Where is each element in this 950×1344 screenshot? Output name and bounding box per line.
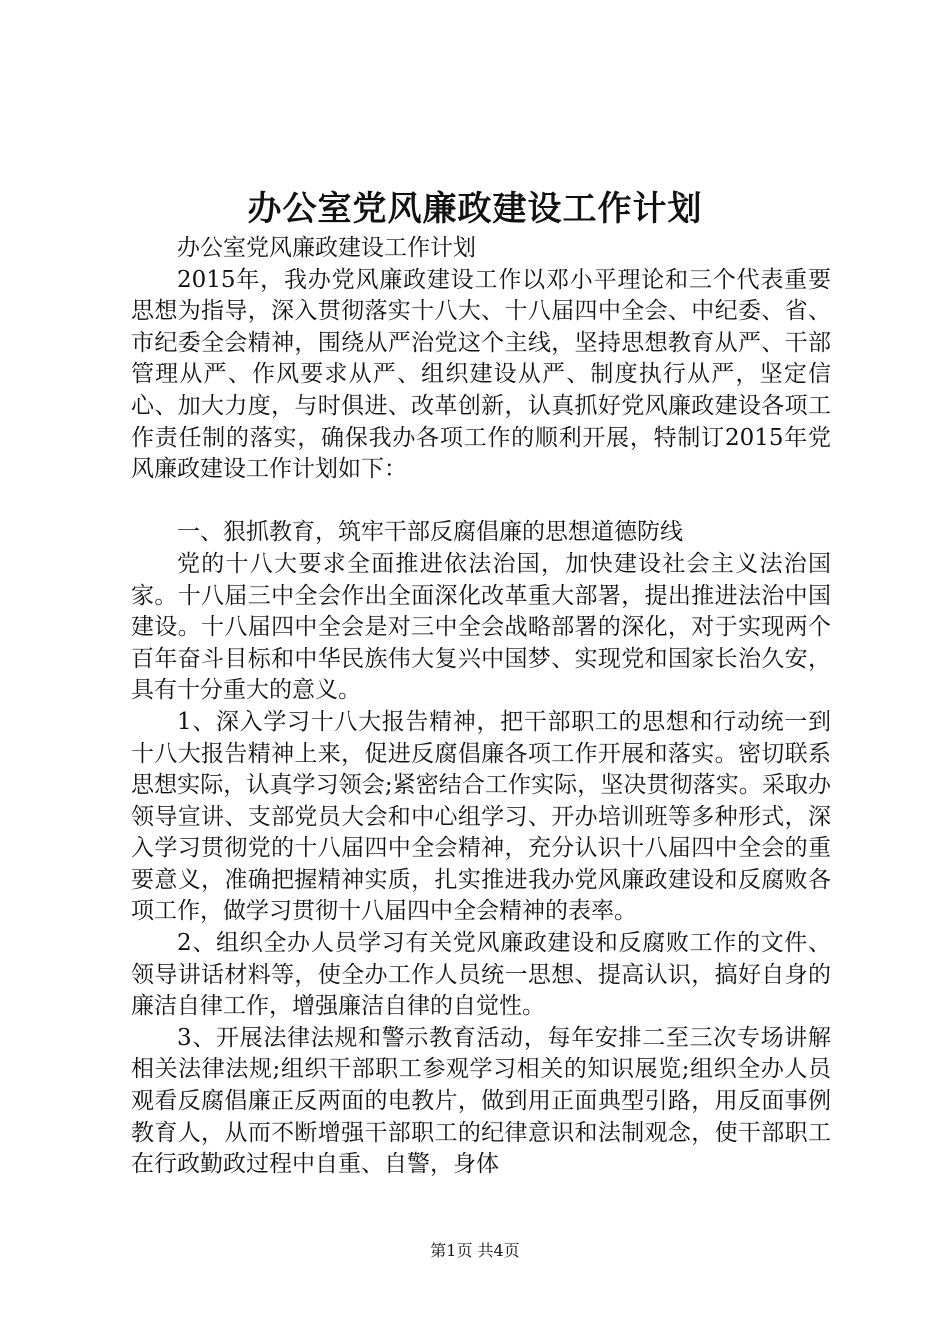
paragraph-section-1-intro: 党的十八大要求全面推进依法治国，加快建设社会主义法治国家。十八届三中全会作出全面深化改革重大部署，提出推进法治中国建设。十八届四中全会是对三中全会战略部署的深化，对于实现两个百年奋斗目标和中华民族伟大复兴中国梦、实现党和国家长治久安，具有十分重大的意义。 — [131, 550, 831, 704]
paragraph-intro: 2015年，我办党风廉政建设工作以邓小平理论和三个代表重要思想为指导，深入贯彻落实十八大、十八届四中全会、中纪委、省、市纪委全会精神，围绕从严治党这个主线，坚持思想教育从严、干部管理从严、作风要求从严、组织建设从严、制度执行从严，坚定信心、加大力度，与时俱进、改革创新，认真抓好党风廉政建设各项工作责任制的落实，确保我办各项工作的顺利开展，特制订2015年党风廉政建设工作计划如下： — [131, 266, 831, 483]
section-heading-1: 一、狠抓教育，筑牢干部反腐倡廉的思想道德防线 — [177, 519, 683, 546]
page-number-footer: 第1页 共4页 — [430, 1241, 520, 1260]
paragraph-item-2: 2、组织全办人员学习有关党风廉政建设和反腐败工作的文件、领导讲话材料等，使全办工作人员统一思想、提高认识，搞好自身的廉洁自律工作，增强廉洁自律的自觉性。 — [131, 930, 831, 1020]
paragraph-item-1: 1、深入学习十八大报告精神，把干部职工的思想和行动统一到十八大报告精神上来，促进反腐倡廉各项工作开展和落实。密切联系思想实际，认真学习领会;紧密结合工作实际，坚决贯彻落实。采取办领导宣讲、支部党员大会和中心组学习、开办培训班等多种形式，深入学习贯彻党的十八届四中全会精神，充分认识十八届四中全会的重要意义，准确把握精神实质，扎实推进我办党风廉政建设和反腐败各项工作，做学习贯彻十八届四中全会精神的表率。 — [131, 708, 831, 925]
document-title: 办公室党风廉政建设工作计划 — [247, 189, 703, 229]
paragraph-item-3: 3、开展法律法规和警示教育活动，每年安排二至三次专场讲解相关法律法规;组织干部职工参观学习相关的知识展览;组织全办人员观看反腐倡廉正反两面的电教片，做到用正面典型引路，用反面事例教育人，从而不断增强干部职工的纪律意识和法制观念，使干部职工在行政勤政过程中自重、自警，身体 — [131, 1024, 831, 1178]
paragraph-subtitle: 办公室党风廉政建设工作计划 — [177, 235, 476, 261]
document-body — [131, 233, 831, 1181]
